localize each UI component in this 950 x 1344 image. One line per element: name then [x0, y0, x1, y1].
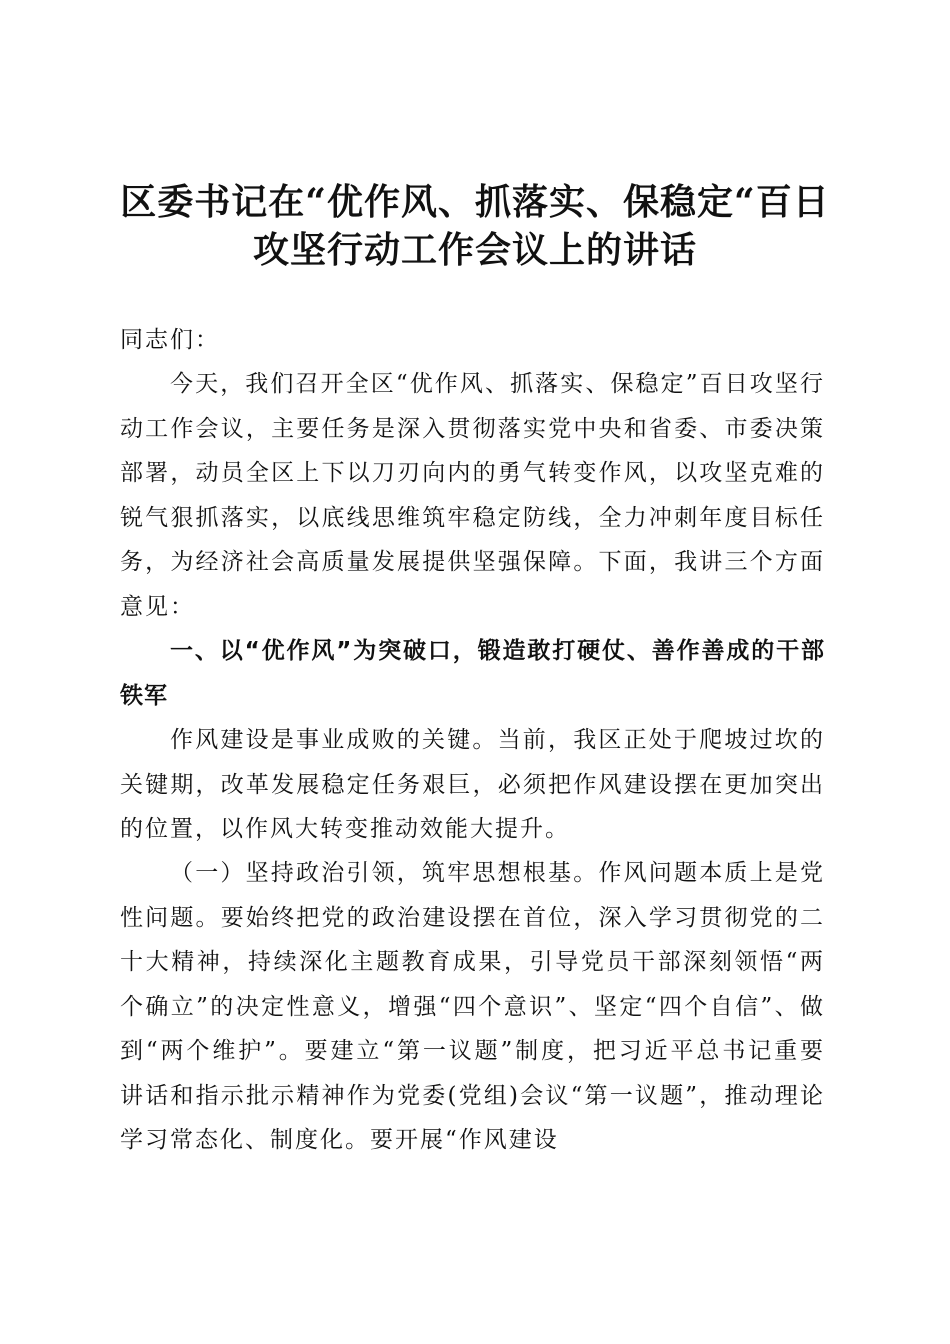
title-line-1: 区委书记在“优作风、抓落实、保稳定“百日 [120, 181, 830, 223]
paragraph-political-guidance: （一）坚持政治引领，筑牢思想根基。作风问题本质上是党性问题。要始终把党的政治建设摆在首位，深入学习贯彻党的二十大精神，持续深化主题教育成果，引导党员干部深刻领悟“两个确立”的决定性意义，增强“四个意识”、坚定“四个自信”、做到“两个维护”。要建立“第一议题”制度，把习近平总书记重要讲话和指示批示精神作为党委(党组)会议“第一议题”，推动理论学习常态化、制度化。要开展“作风建设 [120, 860, 825, 1153]
paragraph-opening: 今天，我们召开全区“优作风、抓落实、保稳定”百日攻坚行动工作会议，主要任务是深入贯彻落实党中央和省委、市委决策部署，动员全区上下以刀刃向内的勇气转变作风，以攻坚克难的锐气狠抓落实，以底线思维筑牢稳定防线，全力冲刺年度目标任务，为经济社会高质量发展提供坚强保障。下面，我讲三个方面意见： [120, 371, 825, 620]
section-heading-1: 一、以“优作风”为突破口，锻造敢打硬仗、善作善成的干部铁军 [120, 638, 825, 709]
salutation: 同志们： [120, 327, 220, 353]
title-line-2: 攻坚行动工作会议上的讲话 [252, 229, 697, 271]
paragraph-style-building: 作风建设是事业成败的关键。当前，我区正处于爬坡过坎的关键期，改革发展稳定任务艰巨，必须把作风建设摆在更加突出的位置，以作风大转变推动效能大提升。 [120, 727, 825, 842]
document-title [100, 178, 850, 274]
